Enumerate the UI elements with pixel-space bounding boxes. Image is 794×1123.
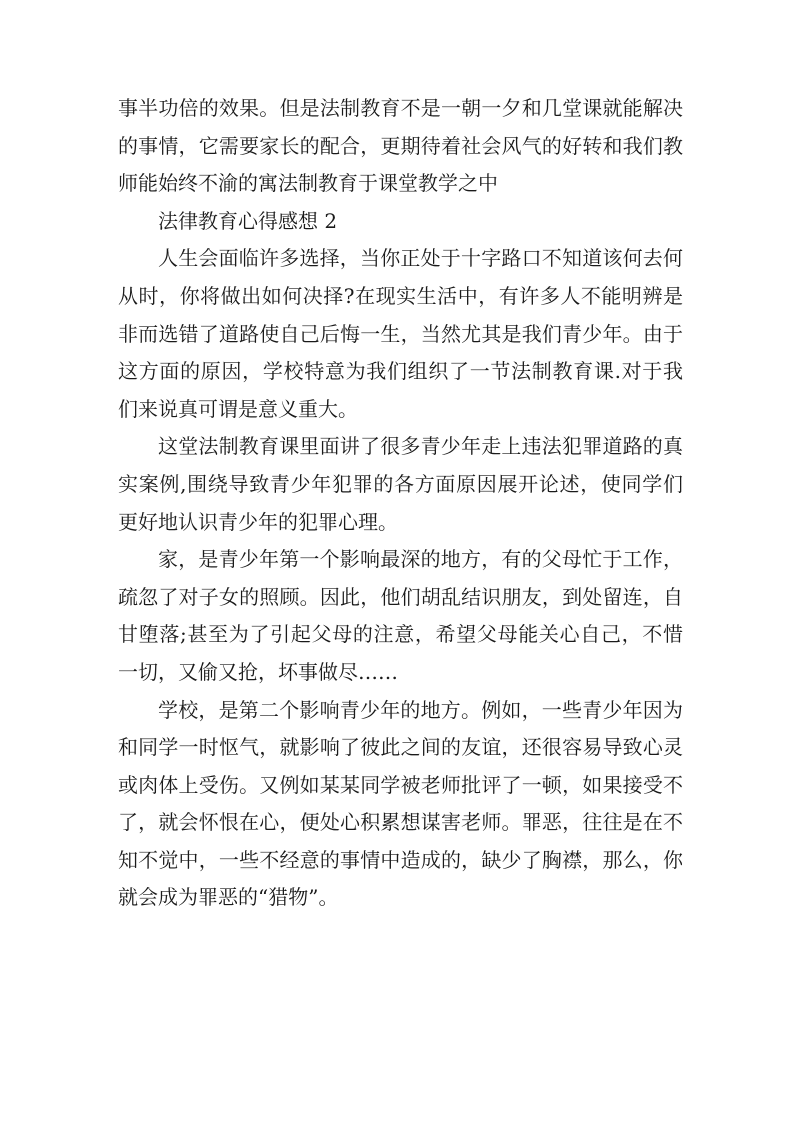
section-heading: 法律教育心得感想 2 bbox=[158, 208, 338, 233]
paragraph-law-class: 这堂法制教育课里面讲了很多青少年走上违法犯罪道路的真实案例,围绕导致青少年犯罪的各方面原因展开论述，使同学们更好地认识青少年的犯罪心理。 bbox=[118, 434, 683, 534]
paragraph-family: 家，是青少年第一个影响最深的地方，有的父母忙于工作，疏忽了对子女的照顾。因此，他们胡乱结识朋友，到处留连，自甘堕落;甚至为了引起父母的注意，希望父母能关心自己，不惜一切，又偷又抢，坏事做尽…… bbox=[118, 547, 683, 684]
document-page bbox=[118, 90, 683, 917]
paragraph-continued: 事半功倍的效果。但是法制教育不是一朝一夕和几堂课就能解决的事情，它需要家长的配合，更期待着社会风气的好转和我们教师能始终不渝的寓法制教育于课堂教学之中 bbox=[118, 96, 683, 196]
paragraph-life-choices: 人生会面临许多选择，当你正处于十字路口不知道该何去何从时，你将做出如何决择?在现实生活中，有许多人不能明辨是非而选错了道路使自己后悔一生，当然尤其是我们青少年。由于这方面的原因，学校特意为我们组织了一节法制教育课.对于我们来说真可谓是意义重大。 bbox=[118, 246, 683, 421]
paragraph-school: 学校，是第二个影响青少年的地方。例如，一些青少年因为和同学一时怄气，就影响了彼此之间的友谊，还很容易导致心灵或肉体上受伤。又例如某某同学被老师批评了一顿，如果接受不了，就会怀恨在心，便处心积累想谋害老师。罪恶，往往是在不知不觉中，一些不经意的事情中造成的，缺少了胸襟，那么，你就会成为罪恶的“猎物”。 bbox=[118, 697, 683, 910]
